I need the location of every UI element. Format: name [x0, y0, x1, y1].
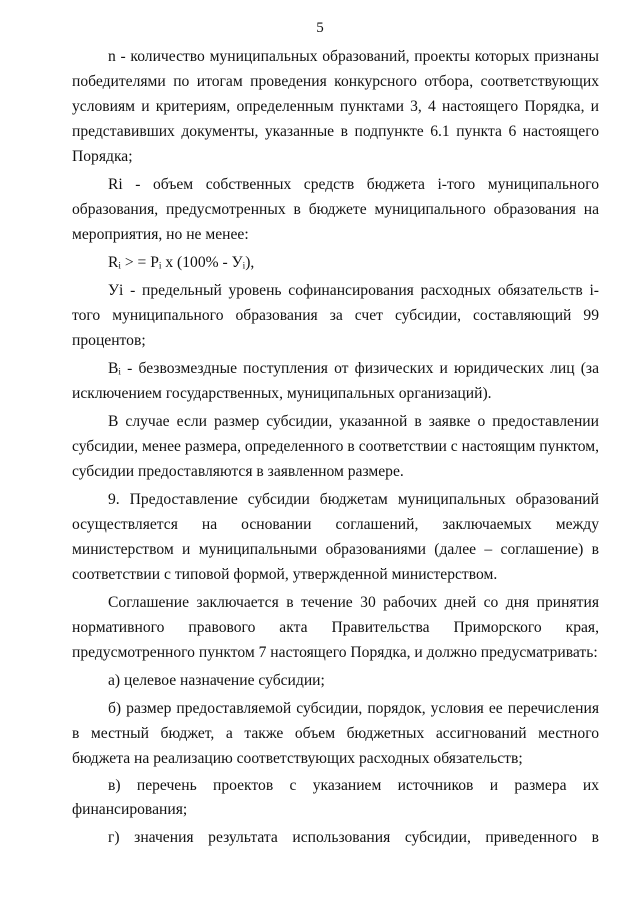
- paragraph-n-definition: n - количество муниципальных образований, проекты которых признаны победителями по итогам проведения конкурсного отбора, соответствующих условиям и критериям, определенным пунктами 3, 4 настоящего Порядка, и представивших документы, указанные в подпункте 6.1 пункта 6 настоящего Порядка;: [72, 48, 599, 165]
- paragraph-bi-definition: Bᵢ - безвозмездные поступления от физических и юридических лиц (за исключением государственных, муниципальных организаций).: [72, 360, 599, 402]
- list-item-g: г) значения результата использования субсидии, приведенного в: [108, 829, 599, 846]
- formula-ri: Rᵢ > = Pᵢ x (100% - Уᵢ),: [108, 254, 255, 271]
- list-item-b: б) размер предоставляемой субсидии, порядок, условия ее перечисления в местный бюджет, а также объем бюджетных ассигнований местного бюджета на реализацию соответствующих расходных обязательств;: [72, 700, 599, 767]
- paragraph-yi-definition: Уi - предельный уровень софинансирования расходных обязательств i-того муниципального образования за счет субсидии, составляющий 99 процентов;: [72, 282, 599, 349]
- list-item-a: а) целевое назначение субсидии;: [108, 672, 325, 689]
- list-item-v: в) перечень проектов с указанием источников и размера их финансирования;: [72, 777, 599, 818]
- document-body: [72, 44, 599, 850]
- paragraph-subsidy-size: В случае если размер субсидии, указанной в заявке о предоставлении субсидии, менее размера, определенного в соответствии с настоящим пунктом, субсидии предоставляются в заявленном размере.: [72, 413, 599, 480]
- page-number: 5: [316, 20, 324, 36]
- paragraph-ri-definition: Ri - объем собственных средств бюджета i-того муниципального образования, предусмотренных в бюджете муниципального образования на мероприятия, но не менее:: [72, 176, 599, 243]
- paragraph-item-9: 9. Предоставление субсидии бюджетам муниципальных образований осуществляется на основании соглашений, заключаемых между министерством и муниципальными образованиями (далее – соглашение) в соответствии с типовой формой, утвержденной министерством.: [72, 491, 599, 583]
- paragraph-agreement: Соглашение заключается в течение 30 рабочих дней со дня принятия нормативного правового акта Правительства Приморского края, предусмотренного пунктом 7 настоящего Порядка, и должно предусматривать:: [72, 594, 599, 661]
